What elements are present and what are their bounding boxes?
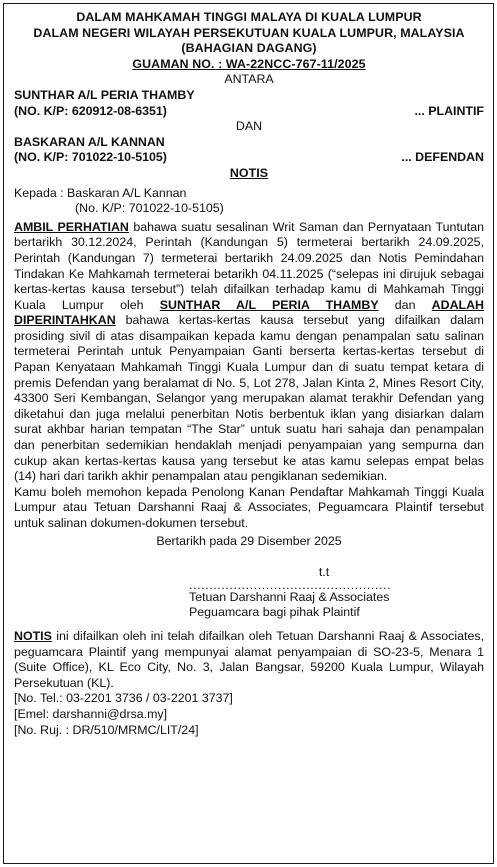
body-part-1: bahawa suatu sesalinan Writ Saman dan Pernyataan Tuntutan bertarikh 30.12.2024, Perintah (Kandungan 5) termeterai bertarikh 24.09.2025, Perintah (Kandungan 7) termeterai bertarikh 24.09.2025 dan Notis Pemindahan Tindakan Ke Mahkamah termeterai betarikh 04.11.2025 (“selepas ini dirujuk sebagai kertas-kertas kausa tersebut”) telah difailkan terhadap kamu di Mahkamah Tinggi Kuala Lumpur oleh [14,219,484,312]
recipient-ic: (No. K/P: 701022-10-5105) [75,201,224,216]
contact-block [14,691,484,738]
plaintiff-name: SUNTHAR A/L PERIA THAMBY [14,87,195,102]
court-line-1: DALAM MAHKAMAH TINGGI MALAYA DI KUALA LUMPUR [76,10,422,24]
body-part-2: dan [378,297,432,312]
court-division: (BAHAGIAN DAGANG) [181,41,317,56]
signature-block [189,565,459,621]
signature-firm: Tetuan Darshanni Raaj & Associates [189,589,390,604]
court-line-2: DALAM NEGERI WILAYAH PERSEKUTUAN KUALA LUMPUR, MALAYSIA [33,25,465,40]
filing-notice [14,629,484,691]
signature-line: .................................................. [189,577,392,592]
signature-role: Peguamcara bagi pihak Plaintif [189,605,360,620]
dan-label: DAN [235,119,263,134]
body-paragraph-2: Kamu boleh memohon kepada Penolong Kanan Pendaftar Mahkamah Tinggi Kuala Lumpur atau Tetuan Darshanni Raaj & Associates, Peguamcara Plaintif tersebut untuk salinan dokumen-dokumen tersebut. [14,484,484,530]
recipient-block [14,186,484,217]
notice-body [14,220,484,485]
notice-frame [3,3,494,864]
recipient-line: Kepada : Baskaran A/L Kannan [14,185,187,200]
case-number: GUAMAN NO. : WA-22NCC-767-11/2025 [132,56,366,71]
email: [Emel: darshanni@drsa.my] [14,706,168,721]
plaintiff-ic: (NO. K/P: 620912-08-6351) [14,103,167,118]
filing-notice-lead: NOTIS [14,628,52,643]
dated-line: Bertarikh pada 29 Disember 2025 [156,533,342,548]
plaintiff-reference: SUNTHAR A/L PERIA THAMBY [159,297,379,312]
filing-notice-text: ini difailkan oleh ini telah difailkan oleh Tetuan Darshanni Raaj & Associates, peguamcara Plaintif yang mempunyai alamat penyampaian di SO-23-5, Menara 1 (Suite Office), KL Eco City, No. 3, Jalan Bangsar, 59200 Kuala Lumpur, Wilayah Persekutuan (KL). [14,628,484,690]
ambil-perhatian-lead: AMBIL PERHATIAN [14,219,129,234]
defendant-row [14,150,484,166]
notice-title: NOTIS [229,165,269,180]
telephone: [No. Tel.: 03-2201 3736 / 03-2201 3737] [14,691,233,706]
signature-tt: t.t [318,565,330,580]
plaintiff-role: ... PLAINTIF [414,103,484,118]
defendant-role: ... DEFENDAN [401,150,484,165]
reference-number: [No. Ruj. : DR/510/MRMC/LIT/24] [14,722,199,737]
plaintiff-row [14,104,484,120]
defendant-ic: (NO. K/P: 701022-10-5105) [14,150,167,165]
body-part-3: bahawa kertas-kertas kausa tersebut yang difailkan dalam prosiding sivil di atas disampaikan kepada kamu dengan penampalan satu salinan termeterai Perintah untuk Penyampaian Ganti berserta kertas-kertas tersebut di Papan Kenyataan Mahkamah Tinggi Kuala Lumpur dan di suatu tempat ketara di premis Defendan yang beralamat di No. 5, Lot 278, Jalan Kinta 2, Mines Resort City, 43300 Seri Kembangan, Selangor yang merupakan alamat terakhir Defendan yang diketahui dan juga melalui penerbitan Notis berbentuk iklan yang disiarkan dalam surat akhbar harian tempatan “The Star” untuk suatu hari sahaja dan penampalan dan penerbitan sedemikian hendaklah menjadi penyampaian yang sempurna dan cukup akan kertas-kertas kausa yang tersebut ke atas kamu selepas empat belas (14) hari dari tarikh akhir penampalan atau pengiklanan sedemikian. [14,313,484,484]
antara-label: ANTARA [224,72,274,87]
defendant-name: BASKARAN A/L KANNAN [14,134,165,149]
directed-lead: ADALAH DIPERINTAHKAN [14,297,484,328]
